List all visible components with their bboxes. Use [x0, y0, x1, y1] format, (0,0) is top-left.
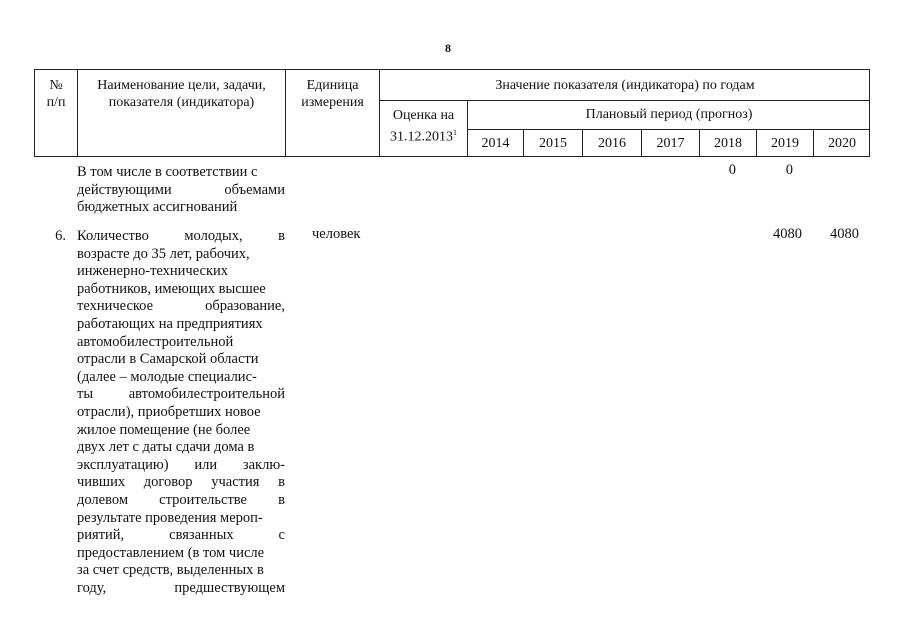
row-value-2020: 4080 — [830, 226, 859, 242]
row-name-line: действующими объемами — [77, 181, 285, 198]
row-name-line: эксплуатацию) или заклю- — [77, 456, 285, 473]
row-name-line: двух лет с даты сдачи дома в — [77, 439, 255, 456]
row-value-2019: 0 — [785, 162, 793, 178]
row-name-line: чивших договор участия в — [77, 474, 285, 491]
row-name-line: за счет средств, выделенных в — [77, 562, 264, 579]
row-name-line: риятий, связанных с — [77, 527, 285, 544]
table-header — [34, 69, 870, 157]
header-year: 2017 — [656, 136, 685, 151]
header-col-values: Значение показателя (индикатора) по годам — [495, 78, 755, 93]
header-year: 2016 — [598, 136, 626, 151]
row-name-line: отрасли), приобретших новое — [77, 403, 261, 420]
header-col-name: Наименование цели, задачи, показателя (индикатора) — [97, 78, 266, 110]
table-row — [77, 164, 285, 217]
row-name-line: В том числе в соответствии с — [77, 164, 258, 180]
row-name-line: долевом строительстве в — [77, 491, 285, 508]
row-value-2018: 0 — [728, 162, 736, 178]
header-year: 2018 — [714, 136, 742, 151]
row-name-line: (далее – молодые специалис- — [77, 368, 257, 385]
row-name-line: предоставлением (в том числе — [77, 544, 265, 561]
header-year: 2019 — [771, 136, 799, 151]
header-year: 2015 — [539, 136, 567, 151]
header-year: 2014 — [481, 136, 510, 151]
row-value-2019: 4080 — [773, 226, 802, 242]
row-name-line: работников, имеющих высшее — [77, 280, 266, 297]
header-col-estimate: Оценка на 31.12.2013$^1$ — [390, 108, 457, 145]
row-name-line: бюджетных ассигнований — [77, 199, 238, 216]
header-col-plan: Плановый период (прогноз) — [585, 107, 753, 122]
header-col-unit: Единица измерения — [301, 78, 364, 110]
row-name-line: работающих на предприятиях — [77, 315, 263, 332]
row-name-line: автомобилестроительной — [77, 333, 234, 350]
row-name-line: Количество молодых, в — [77, 228, 285, 244]
page-number: 8 — [445, 41, 451, 55]
row-name-line: техническое образование, — [77, 298, 285, 315]
table-row — [77, 228, 285, 597]
row-name-line: результате проведения мероп- — [77, 509, 263, 526]
row-name-line: отрасли в Самарской области — [77, 351, 259, 368]
row-name-line: возрасте до 35 лет, рабочих, — [77, 245, 250, 262]
row-name-line: инженерно-технических — [77, 263, 228, 280]
row-unit: человек — [312, 226, 361, 242]
row-name-line: году, предшествующем — [77, 579, 285, 596]
row-name-line: ты автомобилестроительной — [77, 386, 285, 403]
header-col-num: № п/п — [46, 78, 66, 110]
row-name-line: жилое помещение (не более — [77, 421, 251, 438]
row-number: 6. — [55, 228, 66, 244]
header-year: 2020 — [828, 136, 856, 151]
